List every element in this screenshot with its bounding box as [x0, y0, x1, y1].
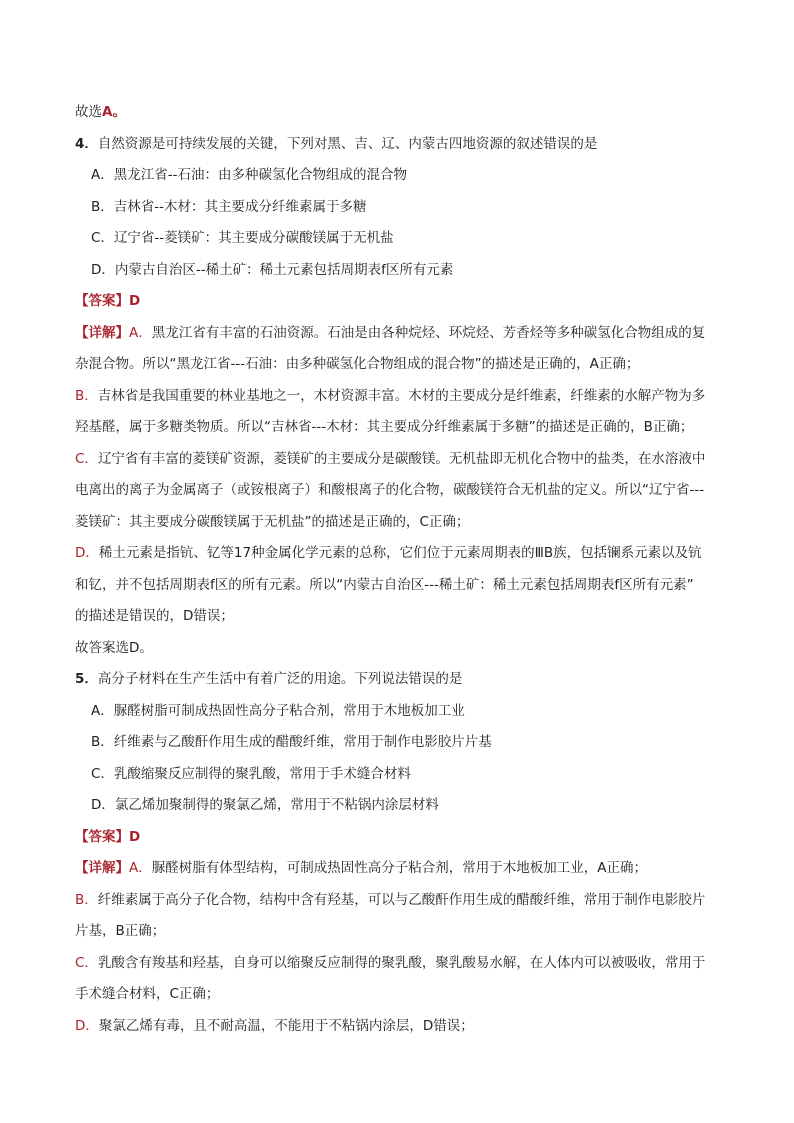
detail-text: 乳酸含有羧基和羟基，自身可以缩聚反应制得的聚乳酸，聚乳酸易水解，在人体内可以被吸收，常用于 [97, 954, 706, 971]
q5-stem [75, 664, 730, 696]
option-letter: B． [91, 198, 114, 215]
detail-label: 【详解】 [75, 324, 129, 341]
answer-label: 【答案】 [75, 293, 129, 309]
detail-text: 杂混合物。所以“黑龙江省---石油：由多种碳氢化合物组成的混合物”的描述是正确的，A正确； [75, 356, 640, 372]
option-text: 氯乙烯加聚制得的聚氯乙烯，常用于不粘锅内涂层材料 [114, 797, 439, 813]
option-letter: C． [91, 765, 114, 782]
option-letter: C． [91, 230, 114, 246]
q5-answer [75, 822, 730, 854]
detail-text: 辽宁省有丰富的菱镁矿资源，菱镁矿的主要成分是碳酸镁。无机盐即无机化合物中的盐类，在水溶液中 [97, 450, 706, 467]
option-text: 吉林省--木材：其主要成分纤维素属于多糖 [113, 198, 367, 215]
q4-answer [75, 286, 730, 318]
q5-detail-line [75, 916, 730, 948]
q4-detail-line [75, 570, 730, 602]
detail-text: 故答案选D。 [75, 639, 153, 656]
q4-detail-line [75, 633, 730, 665]
q4-detail-line [75, 381, 730, 413]
detail-text: 稀土元素是指钪、钇等17种金属化学元素的总称，它们位于元素周期表的ⅢB族，包括镧系元素以及钪 [98, 545, 702, 561]
option-text: 纤维素与乙酸酐作用生成的醋酸纤维，常用于制作电影胶片片基 [113, 734, 492, 750]
q4-detail-line [75, 475, 730, 507]
q5-detail-line [75, 885, 730, 917]
option-letter: A． [91, 167, 114, 183]
intro-text: 故选 [75, 104, 102, 120]
q5-option-b [75, 727, 730, 759]
q4-option-d [75, 255, 730, 287]
detail-prefix: B． [75, 891, 98, 908]
q5-number: 5． [75, 671, 98, 687]
q4-stem-text: 自然资源是可持续发展的关键，下列对黑、吉、辽、内蒙古四地资源的叙述错误的是 [97, 135, 598, 152]
detail-text: 的描述是错误的，D错误； [75, 608, 234, 624]
answer-value: D [129, 293, 141, 309]
q5-stem-text: 高分子材料在生产生活中有着广泛的用途。下列说法错误的是 [97, 671, 463, 687]
detail-prefix: D． [75, 545, 99, 561]
q4-detail-line [75, 507, 730, 539]
q4-option-a [75, 160, 730, 192]
q4-detail-line [75, 538, 730, 570]
option-text: 黑龙江省--石油：由多种碳氢化合物组成的混合物 [113, 167, 407, 183]
detail-prefix: A． [129, 860, 152, 876]
detail-text: 和钇，并不包括周期表f区的所有元素。所以“内蒙古自治区---稀土矿：稀土元素包括周期表f区所有元素” [75, 576, 694, 593]
option-text: 辽宁省--菱镁矿：其主要成分碳酸镁属于无机盐 [113, 230, 394, 246]
q4-stem [75, 129, 730, 161]
q5-detail-line [75, 979, 730, 1011]
q5-detail-line [75, 948, 730, 980]
detail-text: 手术缝合材料，C正确； [75, 986, 220, 1002]
detail-text: 黑龙江省有丰富的石油资源。石油是由各种烷烃、环烷烃、芳香烃等多种碳氢化合物组成的复 [151, 324, 706, 341]
q5-option-a [75, 696, 730, 728]
option-letter: A． [91, 702, 114, 719]
option-text: 乳酸缩聚反应制得的聚乳酸，常用于手术缝合材料 [113, 765, 411, 782]
answer-label: 【答案】 [75, 828, 129, 845]
q5-detail-line [75, 853, 730, 885]
detail-text: 纤维素属于高分子化合物，结构中含有羟基，可以与乙酸酐作用生成的醋酸纤维，常用于制作电影胶片 [97, 891, 706, 908]
detail-prefix: A． [129, 324, 152, 341]
detail-prefix: C． [75, 450, 98, 467]
intro-answer: A。 [102, 104, 126, 120]
q4-detail-line [75, 349, 730, 381]
q4-number: 4． [75, 135, 98, 152]
option-letter: D． [91, 797, 115, 813]
intro-line [75, 97, 730, 129]
q4-option-c [75, 223, 730, 255]
detail-text: 脲醛树脂有体型结构，可制成热固性高分子粘合剂，常用于木地板加工业，A正确； [151, 860, 647, 876]
q4-detail-line [75, 601, 730, 633]
detail-text: 电离出的离子为金属离子（或铵根离子）和酸根离子的化合物，碳酸镁符合无机盐的定义。所以“辽宁省--- [75, 482, 705, 498]
detail-prefix: C． [75, 954, 98, 971]
q4-detail-line [75, 318, 730, 350]
detail-text: 片基，B正确； [75, 923, 166, 939]
q5-option-c [75, 759, 730, 791]
q4-detail-line [75, 444, 730, 476]
detail-text: 聚氯乙烯有毒，且不耐高温，不能用于不粘锅内涂层，D错误； [98, 1017, 474, 1034]
option-letter: D． [91, 261, 115, 278]
option-text: 脲醛树脂可制成热固性高分子粘合剂，常用于木地板加工业 [113, 702, 465, 719]
detail-prefix: B． [75, 387, 98, 404]
detail-text: 羟基醛，属于多糖类物质。所以“吉林省---木材：其主要成分纤维素属于多糖”的描述是正确的，B正确； [75, 419, 694, 435]
q4-option-b [75, 192, 730, 224]
detail-text: 菱镁矿：其主要成分碳酸镁属于无机盐”的描述是正确的，C正确； [75, 513, 470, 530]
q5-option-d [75, 790, 730, 822]
detail-text: 吉林省是我国重要的林业基地之一，木材资源丰富。木材的主要成分是纤维素，纤维素的水解产物为多 [97, 387, 706, 404]
detail-prefix: D． [75, 1017, 99, 1034]
option-letter: B． [91, 734, 114, 750]
document-content [75, 97, 730, 1042]
option-text: 内蒙古自治区--稀土矿：稀土元素包括周期表f区所有元素 [114, 261, 454, 278]
q5-detail-line [75, 1011, 730, 1043]
answer-value: D [129, 828, 141, 845]
q4-detail-line [75, 412, 730, 444]
detail-label: 【详解】 [75, 860, 129, 876]
